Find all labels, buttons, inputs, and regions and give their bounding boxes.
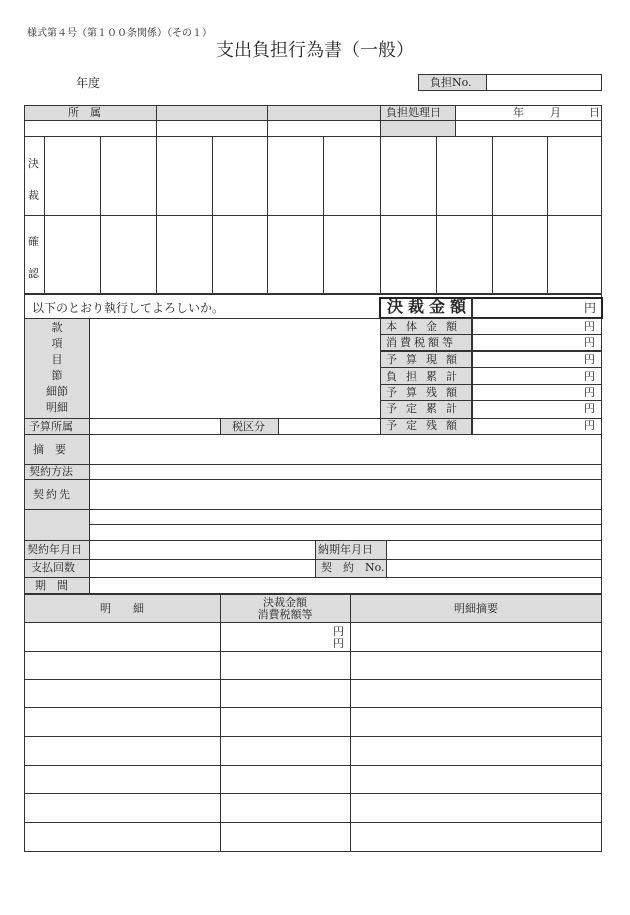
budget-dept-label: 予算所属 — [29, 420, 73, 433]
burden-no-label: 負担No. — [430, 76, 472, 89]
contract-method-label: 契約方法 — [29, 465, 73, 478]
yen-detail-1: 円 — [333, 625, 344, 638]
amount-row-honntai: 本体金額 — [386, 320, 466, 333]
details-section — [24, 294, 602, 594]
amount-header-1: 決裁金額 — [263, 596, 307, 609]
amount-row-burden-total: 負担累計 — [386, 370, 466, 383]
yen-4: 円 — [584, 370, 595, 383]
tax-class-label: 税区分 — [232, 420, 265, 433]
summary-label: 摘 要 — [33, 443, 66, 456]
budget-item-setsu: 節 — [51, 369, 63, 382]
contract-no-label: 契 約 No. — [321, 561, 385, 574]
amount-header-2: 消費税額等 — [257, 608, 313, 621]
approval-label-2: 裁 — [28, 189, 39, 202]
budget-item-saisetsu: 細節 — [46, 385, 68, 398]
amount-row-tax: 消費税額等 — [386, 336, 456, 349]
decision-amount-yen: 円 — [584, 301, 597, 315]
details-table — [24, 594, 602, 852]
budget-item-moku: 目 — [51, 353, 63, 366]
form-number: 様式第４号（第１００条関係）（その１） — [27, 28, 212, 39]
yen-6: 円 — [584, 402, 595, 415]
confirmation-label-2: 認 — [28, 267, 39, 280]
decision-amount-label: 決裁金額 — [387, 297, 472, 316]
yen-5: 円 — [584, 386, 595, 399]
yen-1: 円 — [584, 320, 595, 333]
approval-label-1: 決 — [28, 157, 39, 170]
yen-7: 円 — [584, 419, 595, 432]
affiliation-label: 所 属 — [68, 106, 101, 119]
year-label: 年 — [513, 106, 524, 119]
approval-table — [24, 105, 602, 294]
month-label: 月 — [550, 106, 561, 119]
budget-item-kan: 款 — [51, 321, 63, 334]
processing-date-label: 負担処理日 — [386, 106, 441, 119]
contract-date-label: 契約年月日 — [27, 543, 82, 556]
contractor-label: 契約先 — [33, 488, 72, 501]
payment-count-label: 支払回数 — [31, 561, 75, 574]
day-label: 日 — [589, 106, 600, 119]
amount-row-budget-current: 予算現額 — [386, 353, 466, 366]
yen-detail-2: 円 — [333, 637, 344, 650]
yen-2: 円 — [584, 336, 595, 349]
period-label: 期 間 — [35, 579, 68, 592]
detail-summary-header: 明細摘要 — [454, 602, 498, 615]
delivery-date-label: 納期年月日 — [318, 543, 373, 556]
yen-3: 円 — [584, 353, 595, 366]
amount-row-budget-remain: 予算残額 — [386, 386, 466, 399]
confirmation-label-1: 確 — [28, 235, 39, 248]
request-text: 以下のとおり執行してよろしいか。 — [32, 301, 225, 315]
details-header: 明 細 — [100, 602, 144, 615]
fiscal-year-label: 年度 — [76, 76, 101, 90]
page-title: 支出負担行為書（一般） — [216, 40, 414, 61]
amount-row-planned-total: 予定累計 — [386, 402, 466, 415]
budget-item-meisai: 明細 — [46, 401, 68, 414]
budget-item-kou: 項 — [51, 337, 63, 350]
amount-row-planned-remain: 予定残額 — [386, 419, 466, 432]
